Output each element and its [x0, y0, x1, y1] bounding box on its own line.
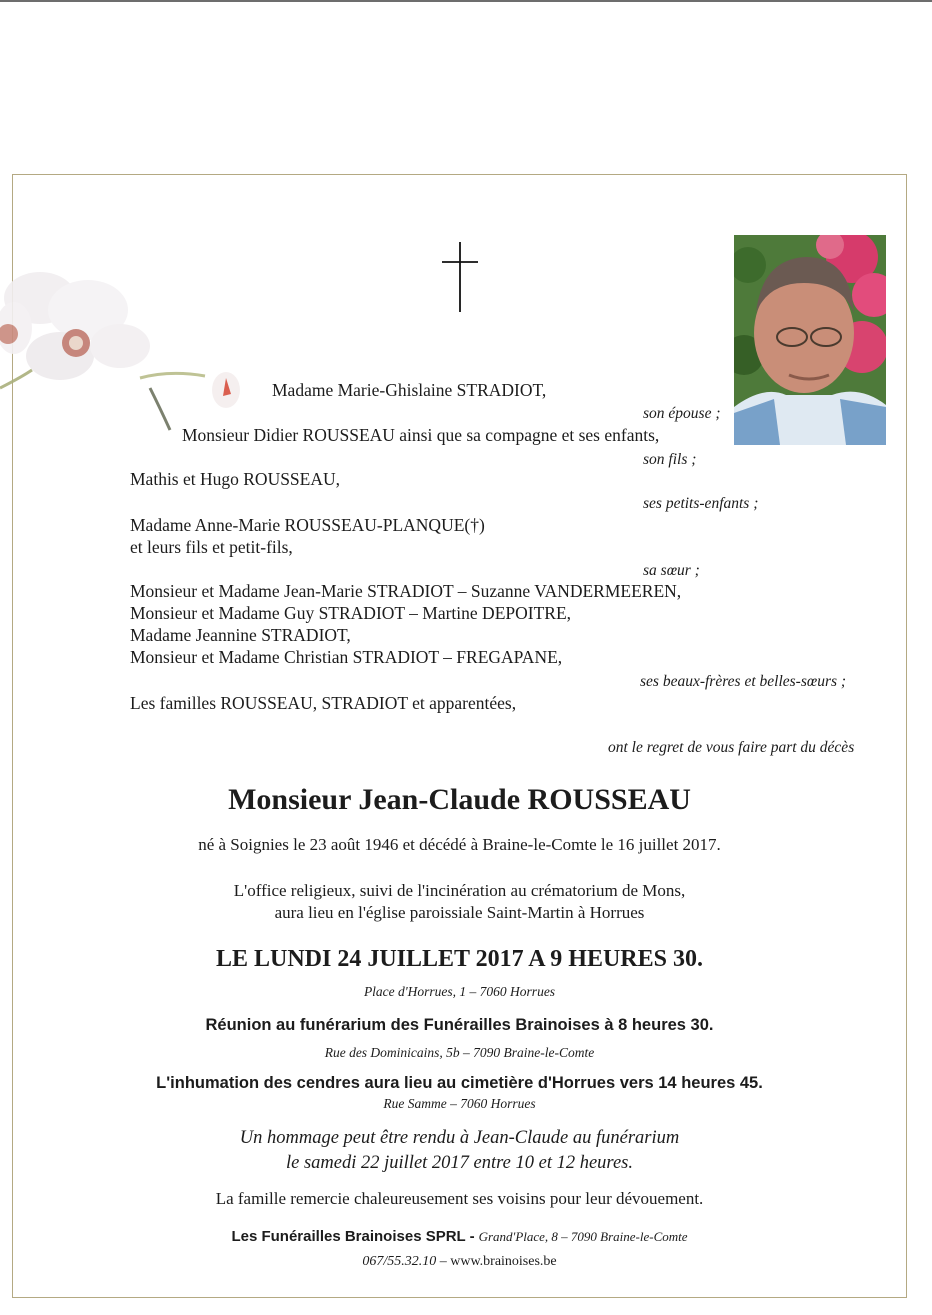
inhumation-text: L'inhumation des cendres aura lieu au cimetière d'Horrues vers 14 heures 45.	[156, 1074, 763, 1092]
footer-contact-line	[12, 1252, 907, 1272]
mourner-grandchildren: Mathis et Hugo ROUSSEAU,	[130, 469, 341, 489]
relation-sister: sa sœur ;	[643, 562, 700, 579]
mourner-inlaw-1: Monsieur et Madame Jean-Marie STRADIOT – Suzanne VANDERMEEREN,	[130, 581, 682, 601]
contact-separator: –	[436, 1254, 451, 1269]
orchid-decoration	[0, 258, 260, 448]
hommage-line-1: Un hommage peut être rendu à Jean-Claude au funérarium	[239, 1128, 680, 1148]
relation-grandchildren: ses petits-enfants ;	[643, 495, 759, 512]
ceremony-line-2: aura lieu en l'église paroissiale Saint-Martin à Horrues	[274, 903, 645, 922]
deceased-name: Monsieur Jean-Claude ROUSSEAU	[228, 783, 691, 816]
hommage-line-2: le samedi 22 juillet 2017 entre 10 et 12 heures.	[286, 1153, 633, 1173]
ceremony-datetime: LE LUNDI 24 JUILLET 2017 A 9 HEURES 30.	[215, 946, 703, 972]
birth-death-dates: né à Soignies le 23 août 1946 et décédé à Braine-le-Comte le 16 juillet 2017.	[198, 835, 721, 854]
reunion-text: Réunion au funérarium des Funérailles Brainoises à 8 heures 30.	[205, 1016, 714, 1034]
latin-cross-icon	[440, 242, 480, 312]
footer-company-line	[12, 1227, 907, 1247]
relation-son: son fils ;	[643, 451, 697, 468]
website-link[interactable]: www.brainoises.be	[450, 1254, 557, 1269]
regret-text: ont le regret de vous faire part du décès	[608, 739, 855, 756]
ceremony-line-1: L'office religieux, suivi de l'incinération au crématorium de Mons,	[233, 881, 686, 900]
phone-number: 067/55.32.10	[362, 1254, 437, 1269]
mourner-sister-family: et leurs fils et petit-fils,	[130, 537, 293, 557]
company-address: Grand'Place, 8 – 7090 Braine-le-Comte	[478, 1229, 688, 1244]
mourner-families: Les familles ROUSSEAU, STRADIOT et apparentées,	[130, 693, 517, 713]
funeral-company: Les Funérailles Brainoises SPRL -	[231, 1228, 475, 1245]
mourner-inlaw-2: Monsieur et Madame Guy STRADIOT – Martine DEPOITRE,	[130, 603, 572, 623]
ceremony-address: Place d'Horrues, 1 – 7060 Horrues	[363, 984, 556, 999]
mourner-sister: Madame Anne-Marie ROUSSEAU-PLANQUE(†)	[130, 515, 485, 535]
mourner-inlaw-3: Madame Jeannine STRADIOT,	[130, 625, 351, 645]
reunion-address: Rue des Dominicains, 5b – 7090 Braine-le-Comte	[324, 1045, 595, 1060]
portrait-photo	[734, 235, 886, 445]
thanks-text: La famille remercie chaleureusement ses voisins pour leur dévouement.	[215, 1189, 704, 1208]
mourner-spouse: Madame Marie-Ghislaine STRADIOT,	[272, 380, 547, 400]
mourner-inlaw-4: Monsieur et Madame Christian STRADIOT – FREGAPANE,	[130, 647, 563, 667]
top-rule	[0, 0, 932, 2]
mourner-son: Monsieur Didier ROUSSEAU ainsi que sa compagne et ses enfants,	[182, 425, 660, 445]
inhumation-address: Rue Samme – 7060 Horrues	[383, 1096, 536, 1111]
relation-inlaws: ses beaux-frères et belles-sœurs ;	[640, 673, 847, 690]
relation-spouse: son épouse ;	[643, 405, 721, 422]
